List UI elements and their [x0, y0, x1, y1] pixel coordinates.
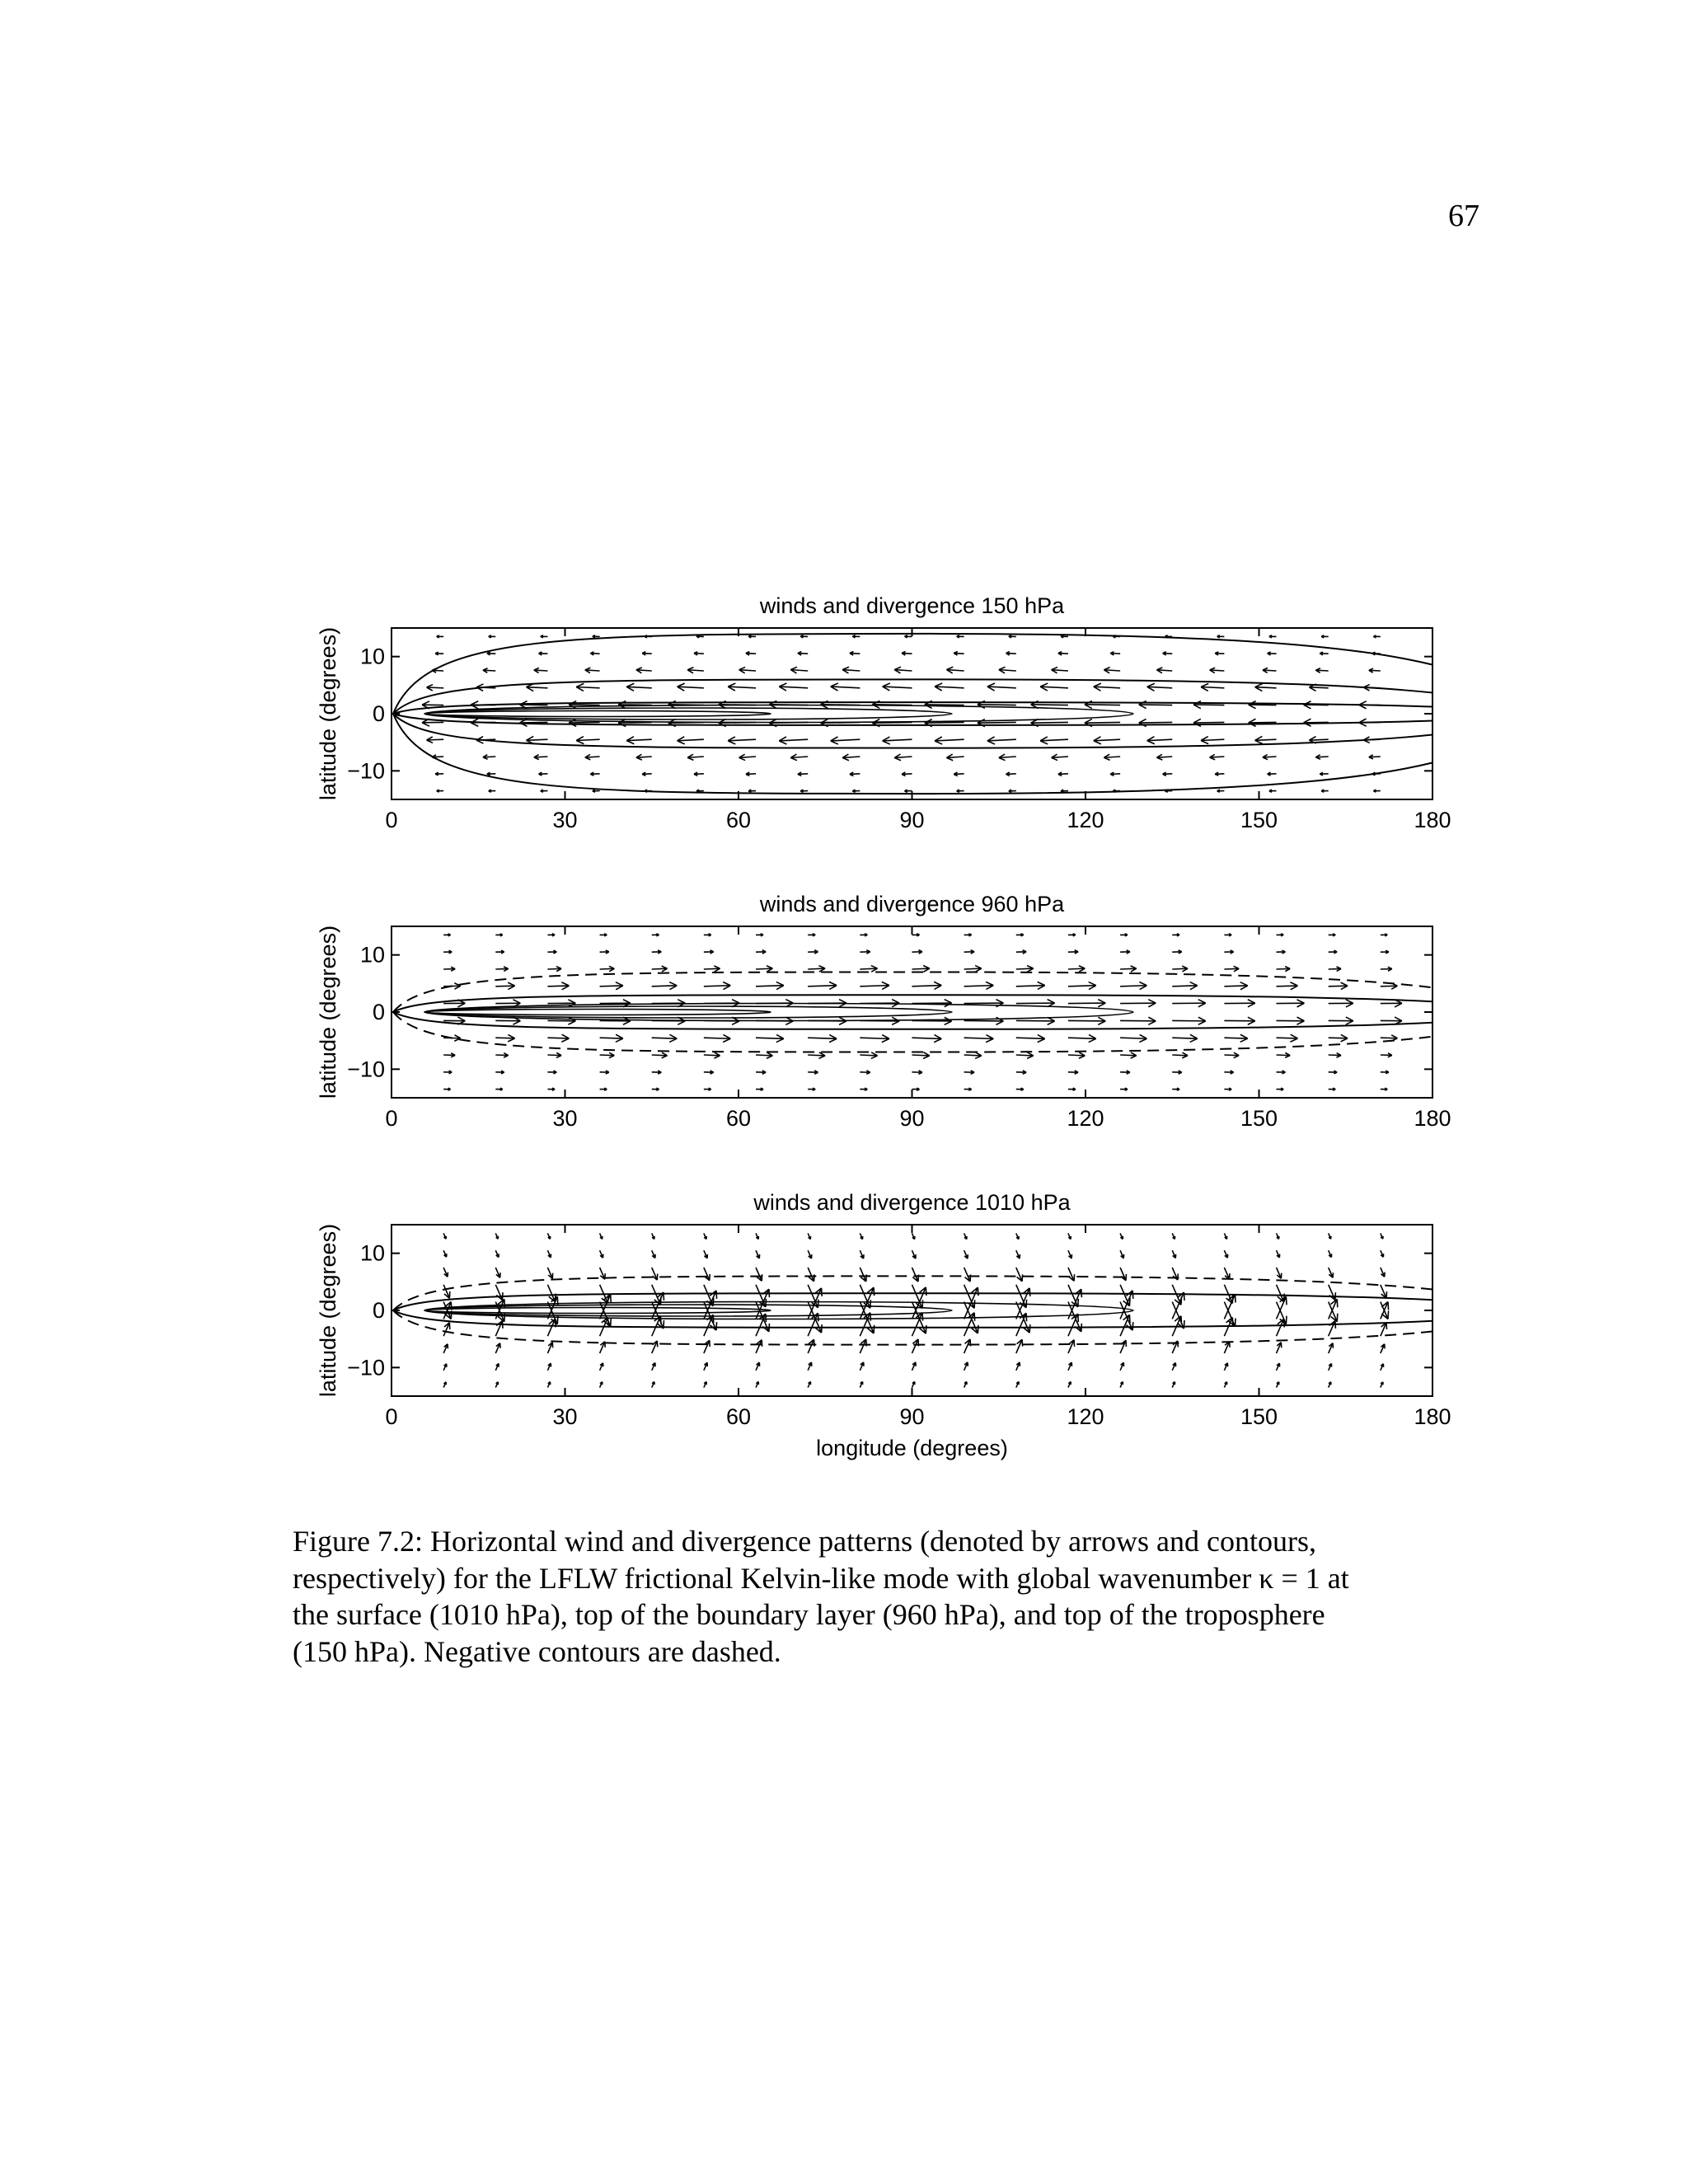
y-axis-label: latitude (degrees)	[316, 626, 340, 801]
wind-arrow	[618, 722, 651, 723]
x-tick-label: 60	[725, 1106, 752, 1131]
wind-arrow	[1255, 739, 1277, 740]
divergence-contour	[424, 708, 952, 719]
wind-arrow	[1224, 986, 1247, 987]
wind-arrow	[1040, 687, 1068, 688]
panel-title: winds and divergence 960 hPa	[759, 892, 1065, 916]
wind-arrow	[860, 1003, 899, 1004]
y-tick-label: −10	[347, 758, 385, 784]
wind-arrow	[1068, 986, 1096, 987]
x-tick-label: 90	[899, 808, 925, 832]
wind-arrow	[883, 739, 912, 741]
wind-arrow	[600, 986, 623, 987]
wind-arrow	[831, 739, 860, 741]
wind-arrow	[912, 1003, 952, 1004]
wind-arrow	[860, 986, 889, 987]
wind-arrow	[860, 1020, 899, 1021]
wind-arrow	[1201, 739, 1224, 740]
caption-line: (150 hPa). Negative contours are dashed.	[293, 1634, 781, 1668]
wind-arrow	[1068, 1003, 1105, 1004]
wind-arrow	[1068, 1020, 1105, 1021]
wind-arrow	[1016, 986, 1045, 987]
wind-arrow	[860, 968, 877, 969]
wind-arrow	[1016, 1003, 1055, 1004]
caption-line: Figure 7.2: Horizontal wind and divergence patterns (denoted by arrows and contours,	[293, 1525, 1316, 1558]
wind-arrow	[520, 722, 548, 723]
wind-arrow	[678, 687, 704, 688]
panel-3	[316, 1190, 1465, 1460]
wind-arrow	[779, 739, 808, 741]
wind-arrow	[1172, 968, 1188, 969]
wind-arrow	[527, 739, 548, 740]
wind-arrow	[1381, 986, 1398, 987]
x-tick-label: 180	[1414, 1106, 1451, 1131]
figure-svg	[297, 577, 1484, 1475]
wind-arrow	[1249, 722, 1277, 723]
panel-title: winds and divergence 1010 hPa	[753, 1190, 1071, 1215]
divergence-contour	[424, 1006, 952, 1018]
wind-arrow	[576, 739, 599, 740]
wind-arrow	[704, 968, 720, 969]
wind-arrow	[756, 1055, 772, 1056]
wind-arrow	[569, 722, 599, 723]
y-axis-label: latitude (degrees)	[316, 925, 340, 1099]
y-axis-label: latitude (degrees)	[316, 1223, 340, 1398]
x-tick-label: 60	[725, 808, 752, 832]
wind-arrow	[704, 1020, 739, 1021]
x-tick-label: 30	[552, 1106, 578, 1131]
x-tick-label: 30	[552, 808, 578, 832]
wind-arrow	[872, 722, 912, 723]
page-number: 67	[1448, 199, 1479, 233]
wind-arrow	[704, 986, 730, 987]
wind-arrow	[1016, 968, 1034, 969]
wind-arrow	[964, 1003, 1004, 1004]
wind-arrow	[756, 1003, 793, 1004]
wind-arrow	[427, 687, 444, 688]
wind-arrow	[547, 986, 569, 987]
wind-arrow	[476, 739, 495, 740]
wind-arrow	[1120, 968, 1137, 969]
wind-arrow	[1172, 986, 1197, 987]
panel-2	[316, 892, 1465, 1131]
wind-arrow	[769, 722, 808, 723]
wind-arrow	[1255, 687, 1277, 688]
wind-arrow	[1309, 739, 1328, 740]
x-tick-label: 120	[1067, 1106, 1104, 1131]
wind-arrow	[935, 687, 964, 688]
wind-arrow	[964, 1055, 982, 1056]
divergence-contour	[424, 1308, 771, 1314]
y-tick-label: 10	[359, 644, 385, 669]
wind-arrow	[652, 1055, 668, 1056]
wind-arrow	[476, 687, 495, 688]
wind-arrow	[912, 968, 930, 969]
x-tick-label: 180	[1414, 808, 1451, 832]
wind-arrow	[987, 739, 1016, 741]
wind-arrow	[1139, 722, 1172, 723]
wind-arrow	[808, 1020, 846, 1021]
wind-arrow	[831, 687, 860, 688]
wind-arrow	[756, 986, 784, 987]
caption-line: the surface (1010 hPa), top of the boundary layer (960 hPa), and top of the troposphere	[293, 1598, 1325, 1631]
wind-arrow	[1172, 1055, 1188, 1056]
wind-arrow	[912, 1020, 952, 1021]
divergence-contour	[424, 1010, 771, 1015]
wind-arrow	[1120, 986, 1146, 987]
wind-arrow	[1068, 968, 1085, 969]
wind-arrow	[1016, 1055, 1034, 1056]
wind-arrow	[527, 687, 548, 688]
y-tick-label: 10	[359, 942, 385, 968]
wind-arrow	[1120, 1055, 1137, 1056]
wind-arrow	[912, 986, 942, 987]
panel-title: winds and divergence 150 hPa	[759, 593, 1065, 618]
plot-area	[393, 634, 1465, 794]
figure-caption	[293, 1523, 1473, 1670]
y-tick-label: 0	[372, 1298, 385, 1323]
wind-arrow	[1120, 1003, 1156, 1004]
wind-arrow	[964, 986, 994, 987]
wind-arrow	[1329, 986, 1348, 987]
figure	[297, 577, 1484, 1475]
wind-arrow	[427, 739, 444, 740]
wind-arrow	[1094, 687, 1120, 688]
wind-arrow	[668, 722, 704, 723]
wind-arrow	[1068, 1055, 1085, 1056]
wind-arrow	[935, 739, 964, 741]
caption-line: respectively) for the LFLW frictional Kelvin-like mode with global wavenumber κ = 1 at	[293, 1561, 1349, 1595]
divergence-contour	[424, 1305, 952, 1316]
y-tick-label: 0	[372, 1000, 385, 1024]
wind-arrow	[808, 1055, 825, 1056]
x-tick-label: 90	[899, 1404, 925, 1429]
wind-arrow	[1193, 722, 1224, 723]
wind-arrow	[964, 1020, 1004, 1021]
wind-arrow	[808, 986, 837, 987]
wind-arrow	[678, 739, 704, 741]
wind-arrow	[1094, 739, 1120, 741]
wind-arrow	[626, 739, 651, 740]
wind-arrow	[1147, 739, 1172, 740]
wind-arrow	[860, 1055, 877, 1056]
wind-arrow	[495, 986, 514, 987]
wind-arrow	[728, 687, 756, 688]
wind-arrow	[1085, 722, 1120, 723]
divergence-contour	[393, 1012, 1465, 1052]
wind-arrow	[1016, 1020, 1055, 1021]
plot-frame	[392, 1225, 1432, 1396]
wind-arrow	[652, 986, 677, 987]
y-tick-label: 10	[359, 1240, 385, 1266]
x-tick-label: 60	[725, 1404, 752, 1429]
x-axis-label: longitude (degrees)	[816, 1436, 1008, 1460]
wind-arrow	[925, 722, 964, 723]
wind-arrow	[1120, 1020, 1156, 1021]
wind-arrow	[443, 986, 461, 987]
wind-arrow	[1363, 739, 1381, 740]
x-tick-label: 30	[552, 1404, 578, 1429]
y-tick-label: −10	[347, 1355, 385, 1380]
wind-arrow	[978, 722, 1016, 723]
x-tick-label: 150	[1240, 1106, 1278, 1131]
x-tick-label: 180	[1414, 1404, 1451, 1429]
wind-arrow	[883, 687, 912, 688]
plot-area	[393, 934, 1465, 1091]
wind-arrow	[1040, 739, 1068, 741]
wind-arrow	[756, 968, 772, 969]
wind-arrow	[821, 722, 860, 723]
wind-arrow	[779, 687, 808, 688]
y-tick-label: −10	[347, 1057, 385, 1082]
wind-arrow	[652, 968, 668, 969]
wind-arrow	[1363, 687, 1381, 688]
x-tick-label: 0	[385, 1404, 398, 1429]
plot-area	[393, 1233, 1465, 1387]
wind-arrow	[756, 1020, 793, 1021]
wind-arrow	[728, 739, 756, 741]
wind-arrow	[912, 1055, 930, 1056]
wind-arrow	[1031, 722, 1068, 723]
wind-arrow	[1309, 687, 1328, 688]
x-tick-label: 0	[385, 1106, 398, 1131]
wind-arrow	[704, 1055, 720, 1056]
x-tick-label: 90	[899, 1106, 925, 1131]
wind-arrow	[719, 722, 756, 723]
divergence-contour	[424, 711, 771, 717]
wind-arrow	[808, 968, 825, 969]
plot-frame	[392, 628, 1432, 799]
x-tick-label: 150	[1240, 808, 1278, 832]
wind-arrow	[808, 1003, 846, 1004]
x-tick-label: 0	[385, 808, 398, 832]
wind-arrow	[987, 687, 1016, 688]
x-tick-label: 120	[1067, 808, 1104, 832]
wind-arrow	[1277, 986, 1298, 987]
wind-arrow	[704, 1003, 739, 1004]
wind-arrow	[964, 968, 982, 969]
divergence-contour	[393, 972, 1465, 1012]
panel-1	[316, 593, 1465, 832]
y-tick-label: 0	[372, 701, 385, 726]
x-tick-label: 120	[1067, 1404, 1104, 1429]
x-tick-label: 150	[1240, 1404, 1278, 1429]
